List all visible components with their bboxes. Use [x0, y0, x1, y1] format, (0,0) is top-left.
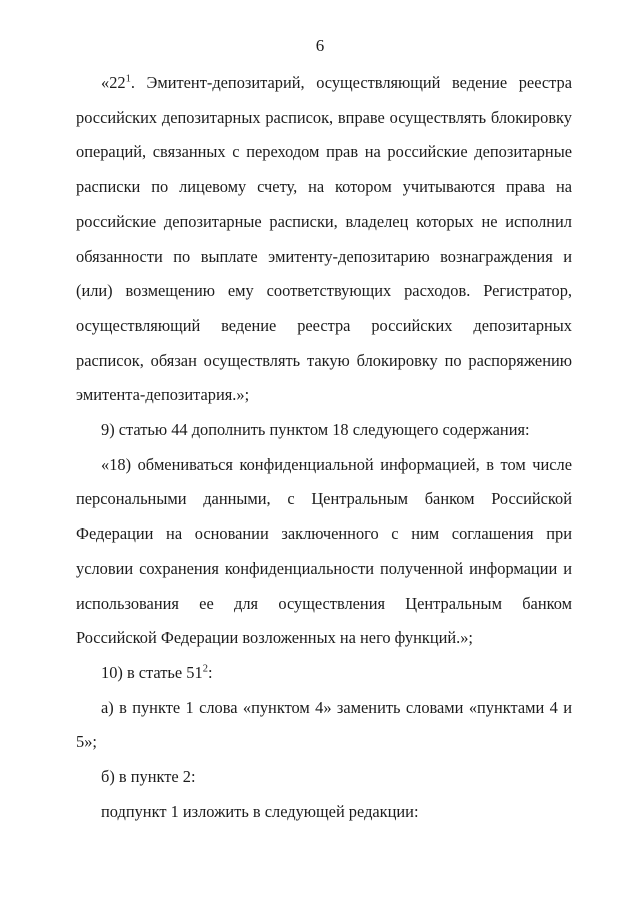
paragraph-text: подпункт 1 изложить в следующей редакции: [101, 801, 419, 821]
document-body [76, 66, 572, 829]
paragraph-item-9 [76, 413, 572, 448]
paragraph-subpoint-1 [76, 795, 572, 830]
paragraph-text: б) в пункте 2: [101, 767, 196, 787]
page-number: 6 [315, 36, 325, 55]
superscript-1: 1 [125, 73, 131, 85]
paragraph-text: . Эмитент-депозитарий, осуществляющий ведение реестра российских депозитарных расписок, вправе осуществлять блокировку операций, связанных с переходом прав на российские депозитарные расписки по лицевому счету, на котором учитываются права на российские депозитарные расписки, владелец которых не исполнил обязанности по выплате эмитенту-депозитарию вознаграждения и (или) возмещению ему соответствующих расходов. Регистратор, осуществляющий ведение реестра российских депозитарных расписок, обязан осуществлять такую блокировку по распоряжению эмитента-депозитария.»; [76, 73, 572, 405]
paragraph-text: «18) обмениваться конфиденциальной информацией, в том числе персональными данными, с Центральным банком Российской Федерации на основании заключенного с ним соглашения при условии сохранения конфиденциальности полученной информации и использования ее для осуществления Центральным банком Российской Федерации возложенных на него функций.»; [76, 454, 572, 648]
paragraph-text: «22 [101, 73, 126, 92]
paragraph-clause-22-1 [76, 66, 572, 413]
paragraph-item-10 [76, 656, 572, 691]
paragraph-text: 9) статью 44 дополнить пунктом 18 следующего содержания: [101, 420, 530, 440]
superscript-2: 2 [202, 663, 208, 675]
paragraph-text: : [207, 662, 213, 682]
paragraph-clause-18 [76, 448, 572, 656]
paragraph-text: а) в пункте 1 слова «пунктом 4» заменить словами «пунктами 4 и 5»; [76, 697, 572, 752]
paragraph-subitem-a [76, 691, 572, 760]
paragraph-subitem-b [76, 760, 572, 795]
paragraph-text: 10) в статье 51 [101, 662, 203, 682]
